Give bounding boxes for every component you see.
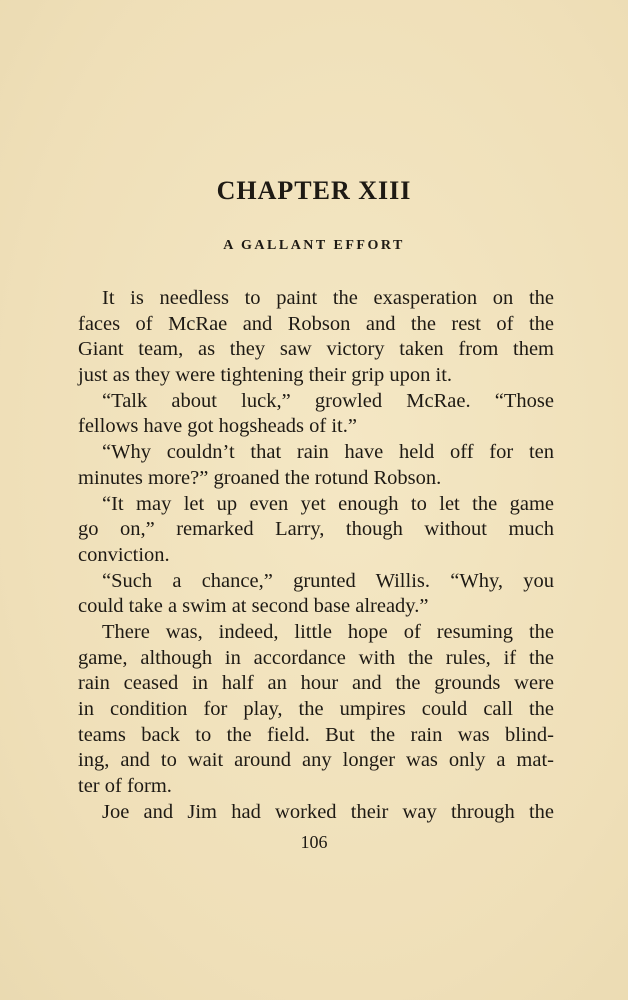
text-line: ing, and to wait around any longer was only a mat-	[78, 749, 554, 772]
text-line: fellows have got hogsheads of it.”	[78, 415, 357, 438]
text-line: “Talk about luck,” growled McRae. “Those	[102, 389, 554, 412]
text-line: Giant team, as they saw victory taken from them	[78, 338, 554, 361]
body-text	[78, 286, 554, 825]
text-line: rain ceased in half an hour and the grounds were	[78, 672, 554, 695]
page-number: 106	[300, 832, 328, 852]
text-line: faces of McRae and Robson and the rest of the	[78, 312, 554, 335]
text-line: minutes more?” groaned the rotund Robson.	[78, 466, 442, 489]
text-line: just as they were tightening their grip upon it.	[78, 364, 453, 387]
text-line: conviction.	[78, 543, 170, 566]
text-line: “Why couldn’t that rain have held off for ten	[102, 441, 554, 464]
text-line: Joe and Jim had worked their way through the	[102, 800, 554, 823]
text-line: teams back to the field. But the rain was blind-	[78, 723, 554, 746]
text-line: There was, indeed, little hope of resuming the	[102, 620, 554, 643]
text-line: It is needless to paint the exasperation on the	[102, 287, 554, 309]
text-line: game, although in accordance with the rules, if the	[78, 646, 554, 669]
text-line: “Such a chance,” grunted Willis. “Why, you	[102, 569, 554, 592]
chapter-title: CHAPTER XIII	[216, 176, 412, 205]
text-line: “It may let up even yet enough to let the game	[102, 492, 554, 515]
text-line: in condition for play, the umpires could call the	[78, 698, 554, 720]
text-line: could take a swim at second base already.”	[78, 595, 429, 618]
text-line: go on,” remarked Larry, though without much	[78, 518, 554, 541]
text-line: ter of form.	[78, 775, 172, 798]
chapter-subtitle: A GALLANT EFFORT	[223, 238, 405, 253]
